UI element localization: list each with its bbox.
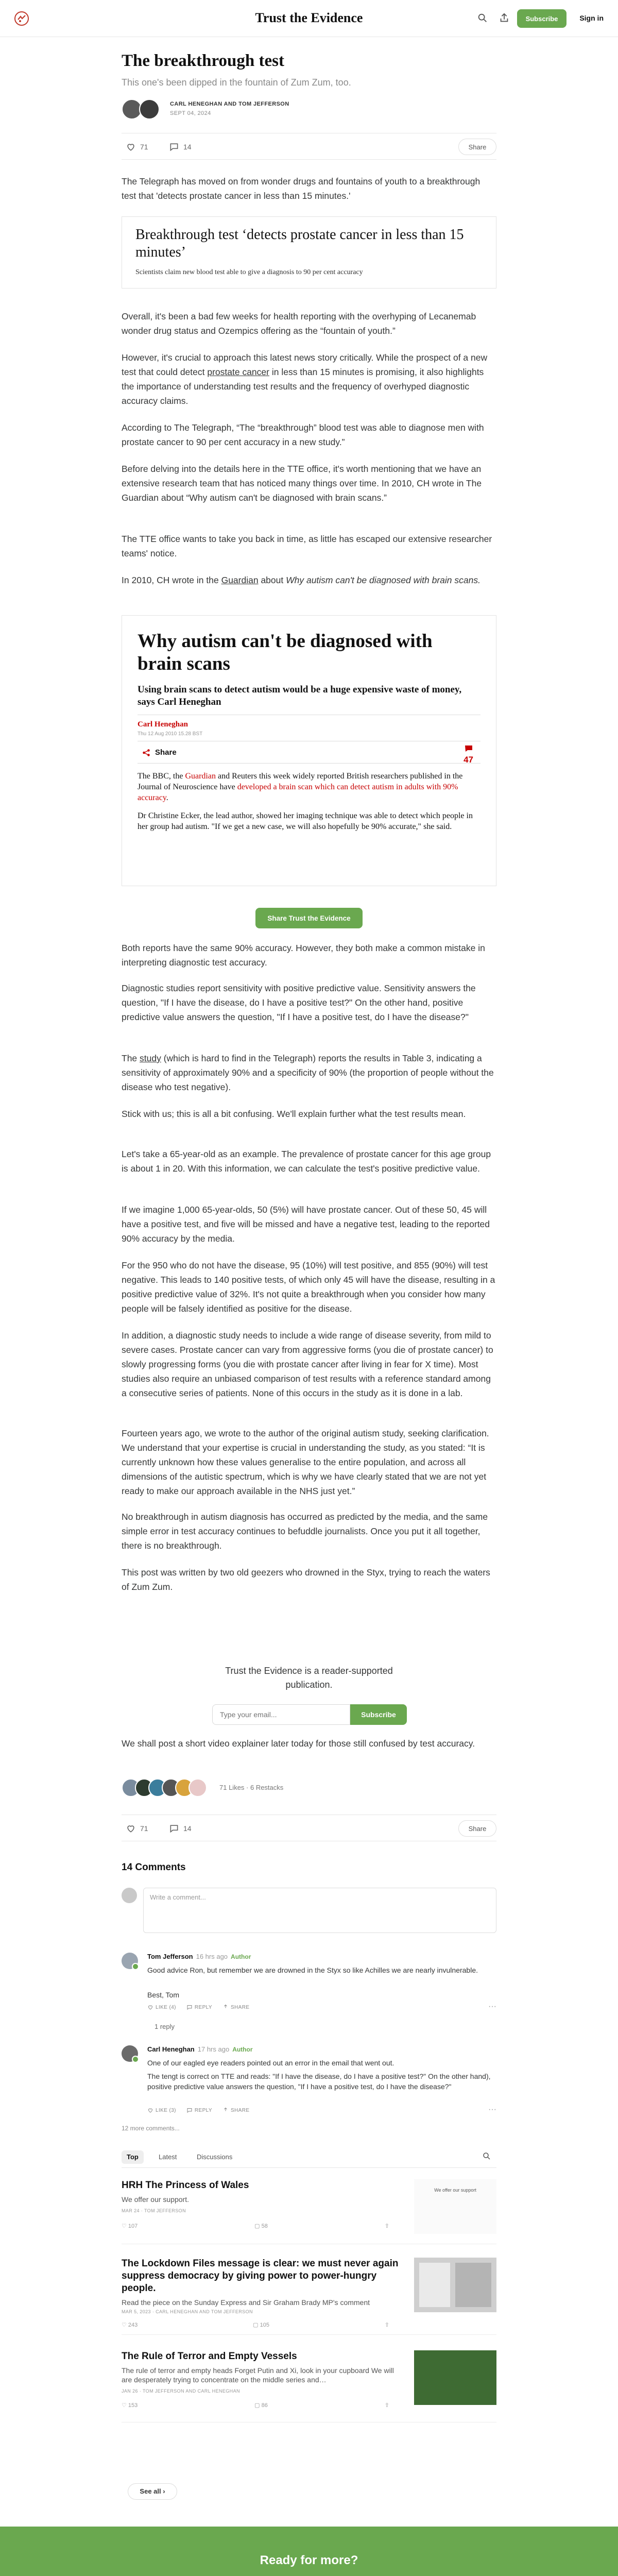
prostate-cancer-link[interactable]: prostate cancer [207, 367, 269, 377]
comment-body: Good advice Ron, but remember we are drowned in the Styx so like Achilles we are nearly invulnerable. [147, 1966, 478, 1974]
share-icon[interactable] [499, 12, 510, 24]
ready-for-more-heading: Ready for more? [260, 2553, 358, 2567]
post-card-thumbnail[interactable] [414, 2258, 496, 2312]
post-card-comments[interactable]: ▢ 86 [254, 2402, 268, 2409]
author-badge-icon [132, 1963, 139, 1970]
post-card-title[interactable]: The Lockdown Files message is clear: we must never again suppress democracy by giving power to power-hungry people. [122, 2258, 399, 2294]
tab-top[interactable]: Top [122, 2150, 144, 2164]
guardian-share-row [138, 741, 480, 764]
subscribe-button[interactable]: Subscribe [517, 9, 566, 28]
paragraph: In addition, a diagnostic study needs to include a wide range of disease severity, from mild to severe cases. Prostate cancer can vary from aggressive forms (you die of prostate cancer) to slowly progressing forms (you die with prostate cancer after living in fear for X time). Most studies also require an unbiased comparison of test results with a reference standard among a consecutive series of patients. None of this occurs in the study as it is done in a lab. [122, 1330, 493, 1398]
heart-icon [147, 2004, 153, 2010]
post-subtitle: This one's been dipped in the fountain of Zum Zum, too. [122, 77, 351, 88]
heart-icon [126, 1823, 136, 1834]
footer-subscribe [0, 2527, 618, 2576]
guardian-share-label: Share [155, 748, 177, 757]
paragraph: We shall post a short video explainer later today for those still confused by test accuracy. [122, 1738, 475, 1749]
post-card-title[interactable]: The Rule of Terror and Empty Vessels [122, 2351, 297, 2362]
site-title[interactable]: Trust the Evidence [255, 10, 363, 25]
post-card-meta: MAR 5, 2023 · CARL HENEGHAN AND TOM JEFFERSON [122, 2309, 253, 2314]
comment-button[interactable] [169, 1823, 192, 1834]
post-card-meta: JAN 26 · TOM JEFFERSON AND CARL HENEGHAN [122, 2388, 240, 2394]
comment-composer [122, 1888, 496, 1934]
post-card-thumbnail[interactable] [414, 2350, 496, 2405]
share-icon [222, 2107, 229, 2113]
byline-date: SEPT 04, 2024 [170, 110, 211, 116]
archive-tabs [122, 2147, 496, 2168]
guardian-standfirst: Using brain scans to detect autism would be a huge expensive waste of money, says Carl Heneghan [138, 684, 462, 707]
subscribe-cta-text: Trust the Evidence is a reader-supported publication. [225, 1666, 393, 1690]
paragraph: In 2010, CH wrote in the Guardian about Why autism can't be diagnosed with brain scans. [122, 575, 480, 585]
guardian-paragraph: The BBC, the Guardian and Reuters this week widely reported British researchers published in the Journal of Neuroscience have developed a brain scan which can detect autism in adults with 90% accuracy. [138, 772, 463, 802]
paragraph: According to The Telegraph, “The “breakthrough” blood test was able to diagnose men with prostate cancer to 90 per cent accuracy in a new study.” [122, 422, 484, 447]
like-count: 71 [140, 143, 148, 151]
byline [122, 99, 496, 122]
search-icon[interactable] [477, 12, 488, 24]
post-card-likes[interactable]: ♡ 243 [122, 2322, 138, 2328]
comment-count: 14 [183, 143, 192, 151]
post-card-share-icon[interactable]: ⇧ [384, 2223, 389, 2229]
comment-icon [465, 745, 473, 752]
share-button[interactable]: Share [458, 139, 496, 155]
telegraph-standfirst: Scientists claim new blood test able to give a diagnosis to 90 per cent accuracy [135, 268, 363, 276]
search-icon[interactable] [482, 2151, 491, 2161]
comment-button[interactable] [169, 142, 192, 152]
byline-authors[interactable]: CARL HENEGHAN AND TOM JEFFERSON [170, 101, 289, 107]
comment-author[interactable]: Tom Jefferson [147, 1953, 193, 1960]
paragraph: Let's take a 65-year-old as an example. The prevalence of prostate cancer for this age group is about 1 in 20. With this information, we can calculate the test's positive predictive value. [122, 1149, 491, 1174]
share-icon [222, 2004, 229, 2010]
guardian-screenshot [122, 615, 496, 886]
comment-reply-button[interactable]: REPLY [186, 2107, 212, 2113]
heart-icon [147, 2107, 153, 2113]
sign-in-link[interactable]: Sign in [579, 14, 604, 22]
post-card[interactable] [122, 2258, 496, 2335]
post-card-comments[interactable]: ▢ 58 [254, 2223, 268, 2229]
post-card-likes[interactable]: ♡ 107 [122, 2223, 138, 2229]
likes-restacks-count[interactable]: 71 Likes · 6 Restacks [219, 1784, 284, 1791]
paragraph: Overall, it's been a bad few weeks for health reporting with the overhyping of Lecanemab wonder drug status and Ozempics offering as the “fountain of youth.” [122, 311, 476, 336]
comment-count: 14 [183, 1824, 192, 1833]
comment-reply-button[interactable]: REPLY [186, 2004, 212, 2010]
more-comments-link[interactable]: 12 more comments... [122, 2125, 180, 2132]
guardian-link[interactable]: Guardian [221, 575, 259, 585]
share-icon [142, 748, 151, 757]
avatar [188, 1778, 207, 1797]
paragraph: Before delving into the details here in the TTE office, it's worth mentioning that we have an extensive research team that has noticed many things over time. In 2010, CH wrote in The Guardian about “Why autism can't be diagnosed with brain scans.” [122, 464, 482, 503]
telegraph-headline: Breakthrough test ‘detects prostate cancer in less than 15 minutes’ [135, 227, 464, 260]
comment-body: Best, Tom [147, 1991, 179, 1999]
guardian-date: Thu 12 Aug 2010 15.28 BST [138, 731, 203, 737]
paragraph: Diagnostic studies report sensitivity with positive predictive value. Sensitivity answers the question, "If I have the disease, do I have a positive test?" On the other hand, positive predictive value answers the question, "If I have a positive test, do I have the disease?" [122, 983, 476, 1022]
publication-logo-icon[interactable] [14, 11, 29, 26]
comment-like-button[interactable]: LIKE (4) [147, 2004, 176, 2010]
post-card-subtitle: We offer our support. [122, 2195, 189, 2204]
post-card-thumbnail[interactable]: We offer our support [414, 2179, 496, 2234]
comment-time[interactable]: 16 hrs ago [196, 1953, 228, 1960]
like-count: 71 [140, 1824, 148, 1833]
email-input[interactable] [212, 1704, 350, 1725]
guardian-paragraph: Dr Christine Ecker, the lead author, showed her imaging technique was able to detect which people in her group had autism. "If we get a new case, we will also hopefully be 90% accurate," she said. [138, 811, 473, 831]
post-card[interactable] [122, 2350, 496, 2422]
paragraph: The TTE office wants to take you back in time, as little has escaped our extensive researcher teams' notice. [122, 534, 492, 558]
comment-icon [169, 1823, 179, 1834]
tab-discussions[interactable]: Discussions [197, 2153, 233, 2161]
tab-latest[interactable]: Latest [159, 2153, 177, 2161]
top-navigation-bar [0, 0, 618, 37]
paragraph: This post was written by two old geezers who drowned in the Styx, trying to reach the waters of Zum Zum. [122, 1567, 490, 1592]
like-button[interactable] [126, 1823, 148, 1834]
guardian-author: Carl Heneghan [138, 720, 188, 728]
paragraph: The Telegraph has moved on from wonder drugs and fountains of youth to a breakthrough test that 'detects prostate cancer in less than 15 minutes.' [122, 176, 480, 201]
comment-share-button[interactable]: SHARE [222, 2004, 249, 2010]
paragraph: Fourteen years ago, we wrote to the author of the original autism study, seeking clarification. We understand that your expertise is crucial in understanding the study, as you stated: “It is currently unknown how these values generalise to the entire population, and across all dimensions of the autistic spectrum, which is why we have clearly stated that we are not yet ready to make our approach available in the NHS just yet.” [122, 1428, 489, 1496]
post-card-share-icon[interactable]: ⇧ [384, 2402, 389, 2409]
comment-share-button[interactable]: SHARE [222, 2107, 249, 2113]
likers-row[interactable] [122, 1776, 496, 1801]
comment-body: The tengt is correct on TTE and reads: "If I have the disease, do I have a positive test?" On the other hand), positive predictive value answers the question, "If I have a positive test, do I have the disease?" [147, 2072, 491, 2091]
like-button[interactable] [126, 142, 148, 152]
see-all-button[interactable]: See all › [128, 2483, 177, 2500]
paragraph: The study (which is hard to find in the Telegraph) reports the results in Table 3, indicating a sensitivity of approximately 90% and a specificity of 90% (the proportion of people without the disease who test negative). [122, 1053, 494, 1092]
guardian-share-count: 47 [464, 744, 473, 765]
author-label: Author [232, 2045, 253, 2053]
avatar [122, 1888, 137, 1903]
comments-heading: 14 Comments [122, 1862, 186, 1873]
study-link[interactable]: study [140, 1053, 161, 1063]
share-button[interactable]: Share [458, 1820, 496, 1837]
telegraph-screenshot [122, 216, 496, 289]
comment-icon [169, 142, 179, 152]
comment-input[interactable]: Write a comment... [143, 1888, 496, 1933]
paragraph: Stick with us; this is all a bit confusing. We'll explain further what the test results mean. [122, 1109, 466, 1119]
share-publication-button[interactable]: Share Trust the Evidence [255, 908, 363, 928]
paragraph: No breakthrough in autism diagnosis has occurred as predicted by the media, and the same simple error in test accuracy continues to befuddle journalists. Once you put it all together, there is no breakthrough. [122, 1512, 488, 1551]
comment-icon [186, 2004, 193, 2010]
subscribe-button[interactable]: Subscribe [350, 1704, 407, 1725]
post-card[interactable] [122, 2179, 496, 2244]
comment [122, 2045, 496, 2117]
comment-body: One of our eagled eye readers pointed out an error in the email that went out. [147, 2059, 394, 2067]
paragraph: For the 950 who do not have the disease, 95 (10%) will test positive, and 855 (90%) will test negative. This leads to 140 positive tests, of which only 45 will have the disease, resulting in a positive predictive value of 32%. It's not quite a breakthrough when you consider how many people will be falsely identified as positive for the disease. [122, 1260, 495, 1314]
post-action-bar [122, 1815, 496, 1841]
post-card-comments[interactable]: ▢ 105 [253, 2322, 269, 2328]
post-title: The breakthrough test [122, 52, 284, 70]
more-options-icon[interactable]: ··· [488, 2002, 496, 2011]
author-label: Author [231, 1953, 251, 1960]
paragraph: If we imagine 1,000 65-year-olds, 50 (5%) will have prostate cancer. Out of these 50, 45 will have a positive test, and five will be missed and have a negative test, leading to the reported 90% accuracy by the media. [122, 1205, 490, 1244]
author-avatar[interactable] [139, 99, 160, 120]
paragraph: However, it's crucial to approach this latest news story critically. While the prospect of a new test that could detect prostate cancer in less than 15 minutes is promising, it also highlights the importance of understanding test results and the frequency of overhyped diagnostic accuracy claims. [122, 352, 488, 406]
post-card-meta: MAR 24 · TOM JEFFERSON [122, 2208, 186, 2213]
replies-link[interactable]: 1 reply [154, 2023, 175, 2030]
post-card-share-icon[interactable]: ⇧ [384, 2322, 389, 2328]
post-card-title[interactable]: HRH The Princess of Wales [122, 2180, 249, 2191]
more-options-icon[interactable]: ··· [488, 2105, 496, 2114]
post-card-likes[interactable]: ♡ 153 [122, 2402, 138, 2409]
heart-icon [126, 142, 136, 152]
comment [122, 1953, 496, 2030]
post-card-subtitle: Read the piece on the Sunday Express and Sir Graham Brady MP's comment [122, 2298, 370, 2307]
guardian-headline: Why autism can't be diagnosed with brain scans [138, 631, 433, 674]
comment-like-button[interactable]: LIKE (3) [147, 2107, 176, 2113]
comment-time[interactable]: 17 hrs ago [197, 2045, 230, 2053]
post-action-bar [122, 133, 496, 160]
post-card-subtitle: The rule of terror and empty heads Forget Putin and Xi, look in your cupboard We will are desperately trying to concentrate on the middle series and… [122, 2366, 394, 2384]
comment-author[interactable]: Carl Heneghan [147, 2045, 195, 2053]
author-badge-icon [132, 2056, 139, 2063]
comment-icon [186, 2107, 193, 2113]
paragraph: Both reports have the same 90% accuracy. However, they both make a common mistake in interpreting diagnostic test accuracy. [122, 943, 485, 968]
